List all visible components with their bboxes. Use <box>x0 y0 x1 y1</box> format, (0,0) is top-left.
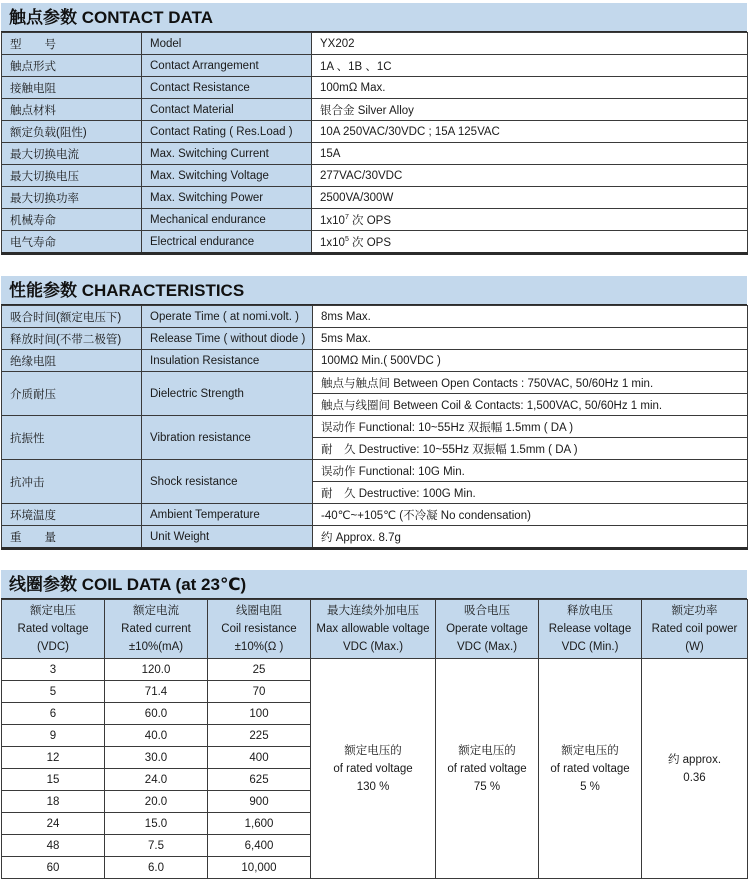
coil-column-header <box>105 600 208 659</box>
coil-data-table <box>1 599 748 879</box>
characteristics-row <box>2 504 748 526</box>
coil-header-line: ±10%(Ω ) <box>234 641 284 653</box>
contact-label-en: Max. Switching Current <box>142 143 312 165</box>
coil-rated-voltage: 6 <box>2 703 105 725</box>
contact-value-exponent: 5 <box>344 235 349 243</box>
contact-label-en: Contact Rating ( Res.Load ) <box>142 121 312 143</box>
contact-label-cn: 最大切换电压 <box>2 165 142 187</box>
characteristics-value: 8ms Max. <box>313 306 748 328</box>
coil-operate-voltage-line: of rated voltage <box>447 762 527 775</box>
contact-label-en: Max. Switching Power <box>142 187 312 209</box>
coil-header-line: Coil resistance <box>221 623 297 635</box>
characteristics-value: 误动作 Functional: 10G Min. <box>313 460 748 482</box>
coil-max-voltage-line: 130 % <box>356 780 390 793</box>
coil-max-voltage <box>311 659 436 879</box>
coil-rated-power-line: 约 approx. <box>667 753 722 766</box>
contact-value: $1x10^7$ 次 OPS <box>312 209 748 231</box>
contact-row <box>2 55 748 77</box>
coil-rated-current: 15.0 <box>105 813 208 835</box>
coil-release-voltage <box>539 659 642 879</box>
characteristics-label-en: Unit Weight <box>142 526 313 549</box>
coil-header-line: (W) <box>685 641 704 653</box>
characteristics-row <box>2 328 748 350</box>
coil-resistance: 225 <box>208 725 311 747</box>
contact-value: 银合金 Silver Alloy <box>312 99 748 121</box>
characteristics-label-en: Release Time ( without diode ) <box>142 328 313 350</box>
characteristics-value: -40℃~+105℃ (不冷凝 No condensation) <box>313 504 748 526</box>
characteristics-label-cn: 介质耐压 <box>2 372 142 416</box>
coil-header-line: ±10%(mA) <box>128 641 184 653</box>
characteristics-label-cn: 重 量 <box>2 526 142 549</box>
characteristics-label-cn: 绝缘电阻 <box>2 350 142 372</box>
coil-header-line: Max allowable voltage <box>316 623 430 635</box>
characteristics-label-cn: 抗振性 <box>2 416 142 460</box>
characteristics-label-cn: 释放时间(不带二极管) <box>2 328 142 350</box>
coil-resistance: 100 <box>208 703 311 725</box>
characteristics-label-en: Dielectric Strength <box>142 372 313 416</box>
characteristics-value: 触点与触点间 Between Open Contacts : 750VAC, 50/60Hz 1 min. <box>313 372 748 394</box>
characteristics-label-en: Vibration resistance <box>142 416 313 460</box>
contact-value-exponent: 7 <box>344 213 349 221</box>
characteristics-value: 5ms Max. <box>313 328 748 350</box>
coil-rated-voltage: 18 <box>2 791 105 813</box>
contact-data-table <box>1 32 748 255</box>
coil-rated-current: 60.0 <box>105 703 208 725</box>
contact-row <box>2 209 748 231</box>
coil-header-line: 额定功率 <box>671 605 718 617</box>
coil-header-line: VDC (Max.) <box>456 641 518 653</box>
coil-resistance: 400 <box>208 747 311 769</box>
coil-rated-power-line: 0.36 <box>683 771 706 784</box>
coil-resistance: 6,400 <box>208 835 311 857</box>
contact-label-cn: 接触电阻 <box>2 77 142 99</box>
contact-row <box>2 77 748 99</box>
coil-rated-current: 40.0 <box>105 725 208 747</box>
contact-value: YX202 <box>312 33 748 55</box>
characteristics-value: 耐 久 Destructive: 10~55Hz 双振幅 1.5mm ( DA ) <box>313 438 748 460</box>
coil-rated-voltage: 9 <box>2 725 105 747</box>
coil-header-line: (VDC) <box>37 641 69 653</box>
characteristics-value: 100MΩ Min.( 500VDC ) <box>313 350 748 372</box>
characteristics-label-en: Insulation Resistance <box>142 350 313 372</box>
coil-release-voltage-line: of rated voltage <box>550 762 630 775</box>
characteristics-label-cn: 环境温度 <box>2 504 142 526</box>
contact-label-en: Max. Switching Voltage <box>142 165 312 187</box>
coil-data-title: 线圈参数 COIL DATA (at 23℃) <box>1 570 747 599</box>
coil-header-line: Rated current <box>121 623 191 635</box>
characteristics-value: 触点与线圈间 Between Coil & Contacts: 1,500VAC, 50/60Hz 1 min. <box>313 394 748 416</box>
coil-resistance: 900 <box>208 791 311 813</box>
contact-value: $1x10^5$ 次 OPS <box>312 231 748 254</box>
contact-data-section <box>1 3 747 255</box>
contact-value: 2500VA/300W <box>312 187 748 209</box>
coil-column-header <box>642 600 748 659</box>
coil-rated-voltage: 12 <box>2 747 105 769</box>
coil-release-voltage-line: 额定电压的 <box>561 744 619 757</box>
contact-label-cn: 额定负载(阻性) <box>2 121 142 143</box>
coil-operate-voltage-line: 额定电压的 <box>458 744 516 757</box>
coil-rated-current: 71.4 <box>105 681 208 703</box>
contact-row <box>2 99 748 121</box>
characteristics-row <box>2 526 748 549</box>
coil-rated-power <box>642 659 748 879</box>
coil-rated-voltage: 5 <box>2 681 105 703</box>
contact-row <box>2 231 748 254</box>
contact-label-cn: 触点材料 <box>2 99 142 121</box>
coil-header-line: 释放电压 <box>567 605 613 617</box>
coil-column-header <box>208 600 311 659</box>
contact-label-en: Model <box>142 33 312 55</box>
contact-value: 277VAC/30VDC <box>312 165 748 187</box>
contact-label-en: Contact Resistance <box>142 77 312 99</box>
characteristics-table <box>1 305 748 550</box>
coil-rated-current: 24.0 <box>105 769 208 791</box>
characteristics-title: 性能参数 CHARACTERISTICS <box>1 276 747 305</box>
coil-release-voltage-line: 5 % <box>580 780 600 793</box>
coil-rated-voltage: 3 <box>2 659 105 681</box>
coil-max-voltage-line: of rated voltage <box>333 762 413 775</box>
characteristics-label-cn: 抗冲击 <box>2 460 142 504</box>
characteristics-label-en: Ambient Temperature <box>142 504 313 526</box>
coil-rated-voltage: 15 <box>2 769 105 791</box>
characteristics-row <box>2 350 748 372</box>
characteristics-value: 误动作 Functional: 10~55Hz 双振幅 1.5mm ( DA ) <box>313 416 748 438</box>
characteristics-row <box>2 460 748 482</box>
coil-header-line: VDC (Min.) <box>561 641 619 653</box>
contact-row <box>2 33 748 55</box>
coil-header-line: 吸合电压 <box>464 605 510 617</box>
coil-rated-voltage: 60 <box>2 857 105 879</box>
coil-data-section <box>1 570 747 879</box>
contact-label-en: Electrical endurance <box>142 231 312 254</box>
contact-label-cn: 触点形式 <box>2 55 142 77</box>
coil-rated-current: 6.0 <box>105 857 208 879</box>
coil-max-voltage-line: 额定电压的 <box>344 744 402 757</box>
coil-rated-current: 30.0 <box>105 747 208 769</box>
characteristics-value: 耐 久 Destructive: 100G Min. <box>313 482 748 504</box>
coil-header-line: Rated voltage <box>17 623 89 635</box>
coil-row <box>2 659 748 681</box>
coil-header-line: 额定电压 <box>30 605 76 617</box>
coil-resistance: 1,600 <box>208 813 311 835</box>
contact-label-en: Mechanical endurance <box>142 209 312 231</box>
characteristics-label-en: Operate Time ( at nomi.volt. ) <box>142 306 313 328</box>
contact-value: 1A 、1B 、1C <box>312 55 748 77</box>
coil-rated-current: 120.0 <box>105 659 208 681</box>
coil-header-line: 额定电流 <box>133 605 179 617</box>
contact-label-cn: 机械寿命 <box>2 209 142 231</box>
contact-label-cn: 电气寿命 <box>2 231 142 254</box>
contact-label-en: Contact Material <box>142 99 312 121</box>
coil-rated-voltage: 48 <box>2 835 105 857</box>
coil-column-header <box>311 600 436 659</box>
contact-value: 10A 250VAC/30VDC ; 15A 125VAC <box>312 121 748 143</box>
coil-resistance: 70 <box>208 681 311 703</box>
characteristics-row <box>2 416 748 438</box>
contact-row <box>2 121 748 143</box>
characteristics-row <box>2 306 748 328</box>
coil-operate-voltage-line: 75 % <box>473 780 501 793</box>
coil-header-line: Release voltage <box>548 623 632 635</box>
characteristics-row <box>2 372 748 394</box>
coil-resistance: 10,000 <box>208 857 311 879</box>
coil-header-line: 线圈电阻 <box>236 605 282 617</box>
contact-value: 100mΩ Max. <box>312 77 748 99</box>
characteristics-label-cn: 吸合时间(额定电压下) <box>2 306 142 328</box>
coil-column-header <box>436 600 539 659</box>
coil-header-line: VDC (Max.) <box>342 641 404 653</box>
coil-resistance: 25 <box>208 659 311 681</box>
contact-label-cn: 最大切换功率 <box>2 187 142 209</box>
coil-column-header <box>539 600 642 659</box>
coil-rated-voltage: 24 <box>2 813 105 835</box>
characteristics-section <box>1 276 747 550</box>
contact-data-title: 触点参数 CONTACT DATA <box>1 3 747 32</box>
coil-header-line: Rated coil power <box>651 623 738 635</box>
coil-rated-current: 20.0 <box>105 791 208 813</box>
characteristics-label-en: Shock resistance <box>142 460 313 504</box>
contact-label-cn: 型 号 <box>2 33 142 55</box>
contact-value: 15A <box>312 143 748 165</box>
contact-row <box>2 143 748 165</box>
contact-row <box>2 165 748 187</box>
coil-resistance: 625 <box>208 769 311 791</box>
characteristics-value: 约 Approx. 8.7g <box>313 526 748 549</box>
coil-operate-voltage <box>436 659 539 879</box>
coil-header-line: 最大连续外加电压 <box>327 605 419 617</box>
contact-label-cn: 最大切换电流 <box>2 143 142 165</box>
coil-rated-current: 7.5 <box>105 835 208 857</box>
contact-row <box>2 187 748 209</box>
coil-header-line: Operate voltage <box>446 623 528 635</box>
coil-column-header <box>2 600 105 659</box>
contact-label-en: Contact Arrangement <box>142 55 312 77</box>
